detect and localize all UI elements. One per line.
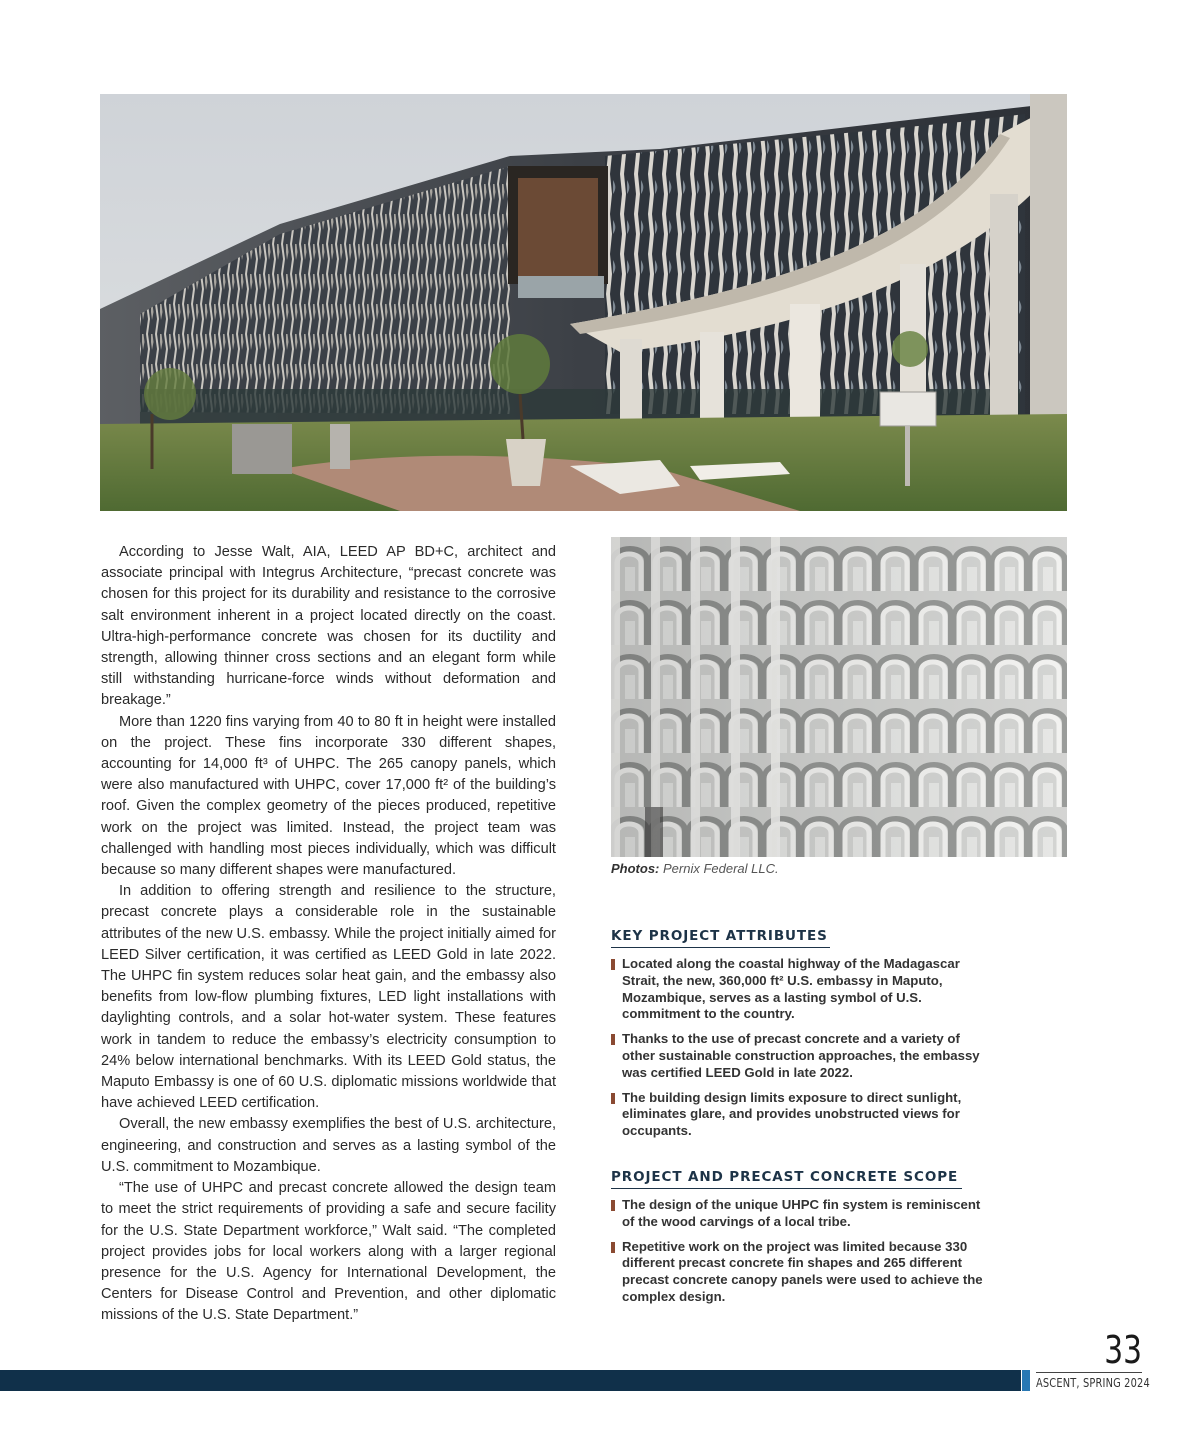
footer-bar xyxy=(0,1370,1021,1391)
bullet-marker xyxy=(611,1093,615,1104)
hero-photo xyxy=(100,94,1067,511)
bullet-marker xyxy=(611,1200,615,1211)
article-body xyxy=(101,542,556,1327)
list-item xyxy=(611,1090,996,1140)
photo-caption xyxy=(611,861,779,876)
body-paragraph: According to Jesse Walt, AIA, LEED AP BD+C, architect and associate principal with Integrus Architecture, “precast concrete was chosen for this project for its durability and resistance to the corrosive salt environment inherent in a project located directly on the coast. Ultra-high-performance concrete was chosen for its ductility and strength, allowing thinner cross sections and an elegant form while still withstanding hurricane-force winds without deformation and breakage.” xyxy=(101,544,556,709)
body-paragraph: “The use of UHPC and precast concrete allowed the design team to meet the strict requirements of providing a safe and secure facility for the U.S. State Department workforce,” Walt said. “The completed project provides jobs for local workers along with a larger regional presence for the U.S. Agency for International Development, the Centers for Disease Control and Prevention, and other diplomatic missions of the U.S. State Department.” xyxy=(101,1180,556,1324)
body-paragraph: Overall, the new embassy exemplifies the best of U.S. architecture, engineering, and construction and serves as a lasting symbol of the U.S. commitment to Mozambique. xyxy=(101,1116,556,1175)
list-item-text: The building design limits exposure to direct sunlight, eliminates glare, and provides unobstructed views for occupants. xyxy=(622,1089,962,1139)
scope-heading: PROJECT AND PRECAST CONCRETE SCOPE xyxy=(611,1169,962,1189)
list-item xyxy=(611,1031,996,1081)
facade-photo-illustration xyxy=(611,537,1067,857)
list-item xyxy=(611,1197,996,1231)
issue-label: ASCENT, SPRING 2024 xyxy=(1036,1376,1150,1390)
divider xyxy=(1036,1372,1142,1373)
list-item-text: Repetitive work on the project was limited because 330 different precast concrete fin shapes and 265 different precast concrete canopy panels were used to achieve the complex design. xyxy=(622,1238,983,1304)
key-attributes-heading: KEY PROJECT ATTRIBUTES xyxy=(611,928,830,948)
key-attributes-list xyxy=(611,956,996,1148)
list-item-text: Thanks to the use of precast concrete and a variety of other sustainable construction approaches, the embassy was certified LEED Gold in late 2022. xyxy=(622,1031,980,1080)
bullet-marker xyxy=(611,1034,615,1045)
facade-photo xyxy=(611,537,1067,857)
footer-accent xyxy=(1022,1370,1030,1391)
hero-photo-illustration xyxy=(100,94,1067,511)
body-paragraph: In addition to offering strength and resilience to the structure, precast concrete plays a considerable role in the sustainable attributes of the new U.S. embassy. While the project initially aimed for LEED Silver certification, it was certified as LEED Gold in late 2022. The UHPC fin system reduces solar heat gain, and the embassy also benefits from low-flow plumbing fixtures, LED light installations with daylighting controls, and a solar hot-water system. These features work in tandem to reduce the embassy’s electricity consumption to 24% below international benchmarks. With its LEED Gold status, the Maputo Embassy is one of 60 U.S. diplomatic missions worldwide that have achieved LEED certification. xyxy=(101,883,556,1112)
list-item xyxy=(611,1239,996,1306)
bullet-marker xyxy=(611,1242,615,1253)
list-item xyxy=(611,956,996,1023)
body-paragraph: More than 1220 fins varying from 40 to 80 ft in height were installed on the project. These fins incorporate 330 different shapes, accounting for 14,000 ft³ of UHPC. The 265 canopy panels, which were also manufactured with UHPC, cover 17,000 ft² of the building’s roof. Given the complex geometry of the pieces produced, repetitive work on the project was limited. Instead, the project team was challenged with handling most pieces individually, which was difficult because so many different shapes were manufactured. xyxy=(101,713,556,879)
caption-credit: Pernix Federal LLC. xyxy=(663,861,779,876)
bullet-marker xyxy=(611,959,615,970)
list-item-text: The design of the unique UHPC fin system is reminiscent of the wood carvings of a local tribe. xyxy=(622,1197,981,1229)
page-number: 33 xyxy=(1104,1328,1142,1372)
scope-list xyxy=(611,1197,996,1314)
list-item-text: Located along the coastal highway of the Madagascar Strait, the new, 360,000 ft² U.S. embassy in Maputo, Mozambique, serves as a lasting symbol of U.S. commitment to the country. xyxy=(622,956,960,1022)
caption-label: Photos: xyxy=(611,861,660,876)
